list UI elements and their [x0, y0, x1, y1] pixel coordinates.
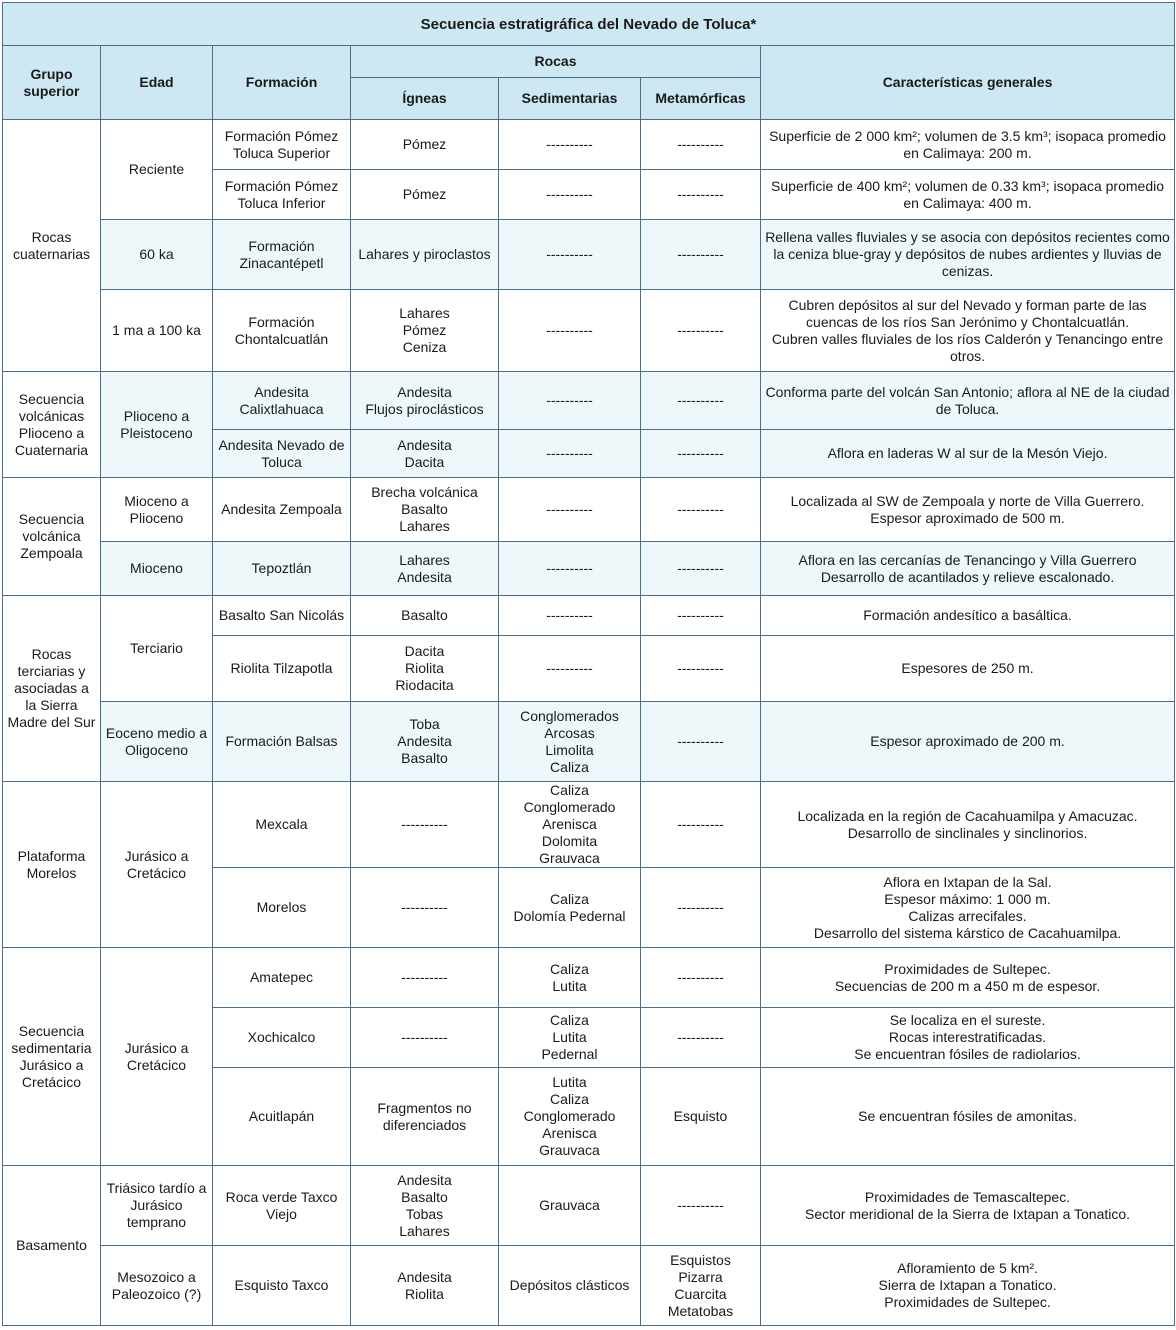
cell-sedimentarias	[499, 782, 641, 868]
cell-sedimentarias	[499, 596, 641, 636]
cell-caracteristicas	[761, 1068, 1175, 1166]
cell-line: Desarrollo de sinclinales y sinclinorios.	[847, 824, 1088, 841]
header-caracteristicas: Características generales	[761, 46, 1175, 120]
cell-grupo: Basamento	[3, 1166, 101, 1326]
cell-line: Espesor aproximado de 200 m.	[870, 733, 1065, 749]
cell-line: Proximidades de Sultepec.	[884, 960, 1051, 977]
cell-metamorficas	[641, 170, 761, 220]
cell-line: Arcosas	[544, 724, 595, 741]
cell-metamorficas	[641, 868, 761, 948]
cell-edad: Mioceno a Plioceno	[101, 478, 213, 542]
cell-grupo: Secuencia volcánica Zempoala	[3, 478, 101, 596]
cell-igneas	[351, 542, 499, 596]
cell-edad: Jurásico a Cretácico	[101, 782, 213, 948]
cell-line: Se encuentran fósiles de radiolarios.	[854, 1046, 1081, 1062]
cell-line: Superficie de 2 000 km²; volumen de 3.5 km³; isopaca promedio en Calimaya: 200 m.	[769, 127, 1166, 161]
cell-line: Arenisca	[542, 1125, 597, 1141]
cell-line: Grauvaca	[539, 850, 600, 866]
cell-sedimentarias	[499, 948, 641, 1008]
cell-formacion: Formación Balsas	[213, 702, 351, 782]
header-rocas: Rocas	[351, 46, 761, 78]
cell-igneas	[351, 636, 499, 702]
cell-line: Lahares	[399, 305, 450, 321]
cell-grupo: Plataforma Morelos	[3, 782, 101, 948]
cell-sedimentarias	[499, 1008, 641, 1068]
cell-line: Rellena valles fluviales y se asocia con depósitos recientes como la ceniza blue-gray y depósitos de nubes ardientes y lluvias de cenizas.	[765, 229, 1170, 279]
cell-line: Riolita	[405, 660, 444, 676]
cell-caracteristicas	[761, 948, 1175, 1008]
cell-line: Conglomerado	[523, 1108, 616, 1124]
cell-line: ----------	[546, 246, 593, 262]
cell-line: Caliza	[550, 1091, 589, 1107]
cell-line: Metatobas	[667, 1302, 734, 1319]
cell-igneas	[351, 478, 499, 542]
cell-line: Caliza Conglomerado	[523, 782, 616, 815]
cell-sedimentarias	[499, 170, 641, 220]
cell-edad: Mesozoico a Paleozoico (?)	[101, 1246, 213, 1326]
cell-metamorficas	[641, 372, 761, 430]
cell-line: ----------	[677, 136, 724, 152]
cell-metamorficas	[641, 220, 761, 290]
cell-sedimentarias	[499, 220, 641, 290]
cell-sedimentarias	[499, 120, 641, 170]
cell-line: Localizada en la región de Cacahuamilpa y Amacuzac.	[797, 807, 1138, 824]
cell-line: Rocas interestratificadas.	[888, 1029, 1047, 1045]
cell-igneas	[351, 596, 499, 636]
cell-caracteristicas	[761, 290, 1175, 372]
cell-line: Conglomerados	[520, 707, 619, 724]
cell-line: Afloramiento de 5 km².	[897, 1260, 1038, 1276]
cell-igneas	[351, 1166, 499, 1246]
cell-line: ----------	[677, 322, 724, 338]
cell-caracteristicas	[761, 1008, 1175, 1068]
cell-line: Dolomía Pedernal	[513, 907, 626, 924]
cell-line: ----------	[546, 136, 593, 152]
cell-line: Aflora en las cercanías de Tenancingo y Villa Guerrero	[798, 551, 1137, 568]
cell-line: Andesita	[397, 568, 452, 585]
cell-caracteristicas	[761, 478, 1175, 542]
cell-line: Esquistos	[670, 1251, 731, 1268]
cell-metamorficas	[641, 782, 761, 868]
cell-line: ----------	[401, 1029, 448, 1045]
cell-formacion: Roca verde Taxco Viejo	[213, 1166, 351, 1246]
cell-formacion: Andesita Zempoala	[213, 478, 351, 542]
cell-line: ----------	[546, 392, 593, 408]
cell-igneas	[351, 868, 499, 948]
cell-line: Lutita	[552, 1074, 587, 1090]
cell-metamorficas	[641, 1246, 761, 1326]
cell-line: Toba	[409, 716, 440, 732]
cell-formacion: Xochicalco	[213, 1008, 351, 1068]
cell-igneas	[351, 948, 499, 1008]
cell-caracteristicas	[761, 220, 1175, 290]
cell-line: Basalto	[401, 607, 448, 623]
cell-line: Andesita	[397, 383, 452, 400]
cell-igneas	[351, 170, 499, 220]
cell-formacion: Andesita Calixtlahuaca	[213, 372, 351, 430]
cell-line: Pedernal	[541, 1046, 598, 1062]
header-formacion: Formación	[213, 46, 351, 120]
cell-line: Riodacita	[395, 677, 454, 693]
cell-line: ----------	[677, 816, 724, 832]
cell-line: ----------	[677, 246, 724, 262]
cell-edad: Reciente	[101, 120, 213, 220]
cell-grupo: Secuencia sedimentaria Jurásico a Cretácico	[3, 948, 101, 1166]
table-title: Secuencia estratigráfica del Nevado de Toluca*	[3, 3, 1175, 46]
cell-igneas	[351, 120, 499, 170]
cell-line: Cubren valles fluviales de los ríos Calderón y Tenancingo entre otros.	[771, 330, 1164, 364]
cell-line: Cuarcita	[674, 1285, 727, 1302]
cell-line: ----------	[677, 501, 724, 517]
cell-line: Aflora en Ixtapan de la Sal.	[883, 873, 1052, 890]
cell-metamorficas	[641, 1166, 761, 1246]
cell-metamorficas	[641, 948, 761, 1008]
cell-sedimentarias	[499, 430, 641, 478]
cell-line: ----------	[677, 607, 724, 623]
cell-sedimentarias	[499, 478, 641, 542]
cell-line: Desarrollo del sistema kárstico de Cacahuamilpa.	[813, 924, 1122, 941]
cell-igneas	[351, 1246, 499, 1326]
cell-line: Lahares	[399, 551, 450, 568]
cell-caracteristicas	[761, 120, 1175, 170]
cell-line: ----------	[401, 899, 448, 915]
cell-line: Conforma parte del volcán San Antonio; aflora al NE de la ciudad de Toluca.	[765, 383, 1170, 417]
cell-line: Lahares y piroclastos	[358, 246, 491, 262]
cell-line: Lutita	[552, 977, 587, 994]
cell-line: Grauvaca	[539, 1197, 600, 1213]
cell-line: Aflora en laderas W al sur de la Mesón Viejo.	[827, 445, 1108, 461]
cell-line: Andesita	[397, 733, 452, 749]
cell-caracteristicas	[761, 868, 1175, 948]
cell-line: Fragmentos no diferenciados	[377, 1099, 472, 1133]
cell-formacion: Formación Pómez Toluca Superior	[213, 120, 351, 170]
cell-edad: Mioceno	[101, 542, 213, 596]
cell-line: Espesor aproximado de 500 m.	[870, 509, 1065, 526]
cell-line: Andesita	[397, 1268, 452, 1285]
cell-igneas	[351, 782, 499, 868]
cell-line: Limolita	[545, 741, 594, 758]
cell-line: Superficie de 400 km²; volumen de 0.33 km³; isopaca promedio en Calimaya: 400 m.	[771, 177, 1165, 211]
cell-line: Proximidades de Sultepec.	[884, 1294, 1051, 1310]
cell-caracteristicas	[761, 542, 1175, 596]
cell-line: Dacita	[404, 643, 445, 659]
cell-caracteristicas	[761, 1246, 1175, 1326]
cell-metamorficas	[641, 1068, 761, 1166]
cell-line: ----------	[677, 186, 724, 202]
cell-sedimentarias	[499, 702, 641, 782]
cell-line: ----------	[401, 816, 448, 832]
cell-caracteristicas	[761, 170, 1175, 220]
cell-line: ----------	[677, 445, 724, 461]
cell-caracteristicas	[761, 430, 1175, 478]
cell-caracteristicas	[761, 372, 1175, 430]
cell-grupo: Secuencia volcánicas Plioceno a Cuaternaria	[3, 372, 101, 478]
cell-metamorficas	[641, 636, 761, 702]
cell-grupo: Rocas cuaternarias	[3, 120, 101, 372]
cell-formacion: Andesita Nevado de Toluca	[213, 430, 351, 478]
cell-line: Ceniza	[402, 339, 447, 355]
cell-line: Pómez	[402, 186, 447, 202]
cell-metamorficas	[641, 702, 761, 782]
cell-sedimentarias	[499, 636, 641, 702]
cell-line: Lahares	[399, 518, 450, 534]
cell-line: Caliza	[550, 758, 589, 775]
cell-line: ----------	[546, 322, 593, 338]
cell-line: ----------	[546, 445, 593, 461]
cell-line: Cubren depósitos al sur del Nevado y forman parte de las cuencas de los ríos San Jerónimo y Chontalcuatlán.	[788, 296, 1147, 330]
cell-line: ----------	[677, 1197, 724, 1213]
cell-line: ----------	[677, 560, 724, 576]
cell-line: Dolomita	[541, 833, 598, 849]
cell-edad: Plioceno a Pleistoceno	[101, 372, 213, 478]
cell-line: Flujos piroclásticos	[365, 400, 484, 417]
cell-formacion: Mexcala	[213, 782, 351, 868]
cell-caracteristicas	[761, 782, 1175, 868]
cell-line: ----------	[677, 899, 724, 915]
cell-metamorficas	[641, 1008, 761, 1068]
cell-line: Secuencias de 200 m a 450 m de espesor.	[834, 977, 1101, 994]
cell-line: Andesita	[397, 436, 452, 453]
cell-sedimentarias	[499, 290, 641, 372]
cell-igneas	[351, 220, 499, 290]
cell-metamorficas	[641, 290, 761, 372]
cell-line: Caliza	[550, 960, 589, 977]
cell-sedimentarias	[499, 1246, 641, 1326]
cell-metamorficas	[641, 430, 761, 478]
cell-line: ----------	[677, 733, 724, 749]
cell-line: Formación andesítico a basáltica.	[863, 607, 1072, 623]
cell-line: Arenisca	[542, 816, 597, 832]
cell-line: ----------	[677, 1029, 724, 1045]
cell-line: ----------	[546, 560, 593, 576]
cell-line: Pómez	[402, 322, 447, 338]
cell-line: ----------	[677, 392, 724, 408]
cell-line: Pizarra	[678, 1268, 723, 1285]
cell-formacion: Tepoztlán	[213, 542, 351, 596]
cell-line: ----------	[677, 660, 724, 676]
cell-line: Proximidades de Temascaltepec.	[864, 1188, 1071, 1205]
cell-formacion: Formación Pómez Toluca Inferior	[213, 170, 351, 220]
cell-metamorficas	[641, 542, 761, 596]
cell-sedimentarias	[499, 1068, 641, 1166]
cell-line: ----------	[546, 186, 593, 202]
cell-line: Desarrollo de acantilados y relieve escalonado.	[820, 568, 1115, 585]
cell-sedimentarias	[499, 1166, 641, 1246]
stratigraphic-table	[2, 2, 1175, 1326]
cell-caracteristicas	[761, 1166, 1175, 1246]
cell-line: Espesor máximo: 1 000 m.	[884, 890, 1051, 907]
cell-line: ----------	[546, 660, 593, 676]
cell-sedimentarias	[499, 868, 641, 948]
cell-line: Grauvaca	[539, 1142, 600, 1158]
cell-line: Lutita	[552, 1029, 587, 1045]
header-sedimentarias: Sedimentarias	[499, 78, 641, 120]
header-grupo: Grupo superior	[3, 46, 101, 120]
cell-edad: 1 ma a 100 ka	[101, 290, 213, 372]
cell-formacion: Acuitlapán	[213, 1068, 351, 1166]
cell-sedimentarias	[499, 542, 641, 596]
cell-igneas	[351, 430, 499, 478]
cell-formacion: Riolita Tilzapotla	[213, 636, 351, 702]
cell-line: Espesores de 250 m.	[901, 660, 1034, 676]
cell-caracteristicas	[761, 636, 1175, 702]
cell-igneas	[351, 702, 499, 782]
cell-igneas	[351, 290, 499, 372]
cell-line: Dacita	[404, 453, 445, 470]
cell-line: Sierra de Ixtapan a Tonatico.	[878, 1277, 1057, 1293]
cell-line: Riolita	[405, 1285, 444, 1302]
cell-caracteristicas	[761, 596, 1175, 636]
cell-line: Lahares	[399, 1222, 450, 1239]
cell-line: ----------	[677, 969, 724, 985]
cell-line: Brecha volcánica	[371, 484, 478, 500]
cell-formacion: Formación Chontalcuatlán	[213, 290, 351, 372]
cell-formacion: Amatepec	[213, 948, 351, 1008]
cell-sedimentarias	[499, 372, 641, 430]
cell-line: Sector meridional de la Sierra de Ixtapan a Tonatico.	[805, 1205, 1131, 1222]
cell-line: Se localiza en el sureste.	[889, 1012, 1046, 1028]
cell-line: Esquisto	[673, 1108, 728, 1124]
header-metamorficas: Metamórficas	[641, 78, 761, 120]
cell-metamorficas	[641, 478, 761, 542]
cell-formacion: Esquisto Taxco	[213, 1246, 351, 1326]
cell-line: ----------	[401, 969, 448, 985]
cell-line: Depósitos clásticos	[509, 1277, 630, 1293]
cell-line: Calizas arrecifales.	[908, 907, 1027, 924]
cell-edad: Triásico tardío a Jurásico temprano	[101, 1166, 213, 1246]
cell-metamorficas	[641, 596, 761, 636]
cell-line: Caliza	[550, 890, 589, 907]
cell-line: Tobas	[405, 1205, 444, 1222]
cell-line: Caliza	[550, 1012, 589, 1028]
cell-line: Basalto	[401, 501, 448, 517]
cell-line: Pómez	[402, 136, 447, 152]
cell-line: Localizada al SW de Zempoala y norte de Villa Guerrero.	[790, 492, 1145, 509]
cell-formacion: Basalto San Nicolás	[213, 596, 351, 636]
cell-grupo: Rocas terciarias y asociadas a la Sierra Madre del Sur	[3, 596, 101, 782]
cell-line: Se encuentran fósiles de amonitas.	[858, 1108, 1077, 1124]
cell-line: Basalto	[401, 750, 448, 766]
cell-formacion: Morelos	[213, 868, 351, 948]
cell-igneas	[351, 1008, 499, 1068]
cell-igneas	[351, 1068, 499, 1166]
cell-edad: 60 ka	[101, 220, 213, 290]
cell-line: ----------	[546, 607, 593, 623]
cell-edad: Eoceno medio a Oligoceno	[101, 702, 213, 782]
cell-edad: Jurásico a Cretácico	[101, 948, 213, 1166]
header-edad: Edad	[101, 46, 213, 120]
cell-line: ----------	[546, 501, 593, 517]
header-igneas: Ígneas	[351, 78, 499, 120]
cell-formacion: Formación Zinacantépetl	[213, 220, 351, 290]
cell-igneas	[351, 372, 499, 430]
cell-edad: Terciario	[101, 596, 213, 702]
cell-line: Andesita	[397, 1171, 452, 1188]
cell-caracteristicas	[761, 702, 1175, 782]
cell-line: Basalto	[401, 1188, 448, 1205]
cell-metamorficas	[641, 120, 761, 170]
